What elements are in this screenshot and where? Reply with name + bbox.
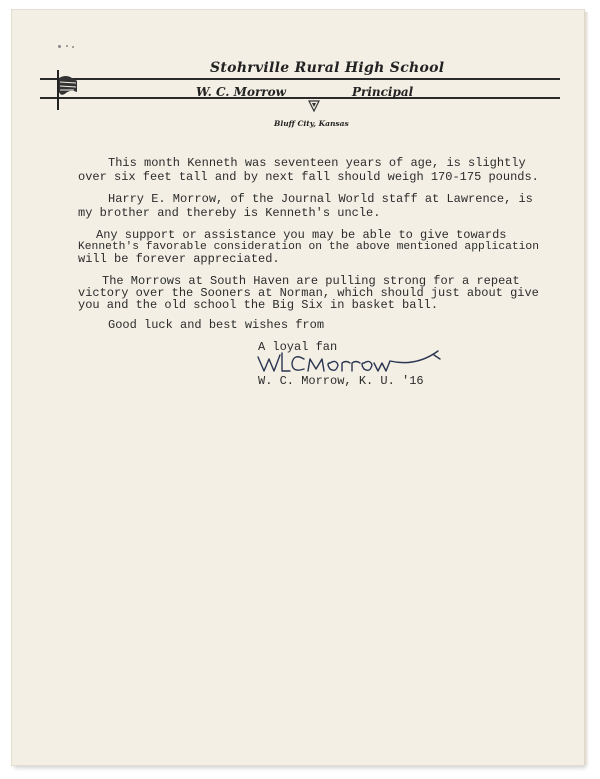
principal-name: W. C. Morrow (196, 85, 286, 99)
paragraph-2-line-2: my brother and thereby is Kenneth's uncle. (78, 206, 381, 220)
paper-mark (58, 45, 61, 48)
letterhead-rule-top (40, 78, 560, 80)
paragraph-1-line-1: This month Kenneth was seventeen years of age, is slightly (108, 156, 526, 170)
flag-icon (52, 70, 78, 110)
handwritten-signature (256, 347, 446, 377)
paragraph-3-line-3: will be forever appreciated. (78, 252, 280, 266)
paragraph-4-line-2: victory over the Sooners at Norman, which should just about give (78, 286, 539, 300)
letterhead-rule-bottom (40, 97, 560, 99)
paragraph-2-line-1: Harry E. Morrow, of the Journal World staff at Lawrence, is (108, 192, 533, 206)
typed-signature-name: W. C. Morrow, K. U. '16 (258, 374, 424, 388)
closing-line: Good luck and best wishes from (108, 318, 325, 332)
paragraph-3-line-2: Kenneth's favorable consideration on the above mentioned application (78, 241, 539, 253)
page-edge (584, 12, 588, 765)
salutation: A loyal fan (258, 340, 338, 354)
paragraph-3-line-1: Any support or assistance you may be able to give towards (96, 228, 507, 242)
paragraph-4-line-1: The Morrows at South Haven are pulling strong for a repeat (102, 274, 520, 288)
paragraph-4-line-3: you and the old school the Big Six in basket ball. (78, 298, 439, 312)
school-name: Stohrville Rural High School (210, 60, 445, 76)
location: Bluff City, Kansas (274, 119, 349, 128)
paper-mark (66, 45, 68, 47)
emblem-icon (307, 99, 321, 113)
principal-title: Principal (352, 85, 414, 99)
paragraph-1-line-2: over six feet tall and by next fall should weigh 170-175 pounds. (78, 170, 539, 184)
paper-mark (72, 46, 74, 48)
